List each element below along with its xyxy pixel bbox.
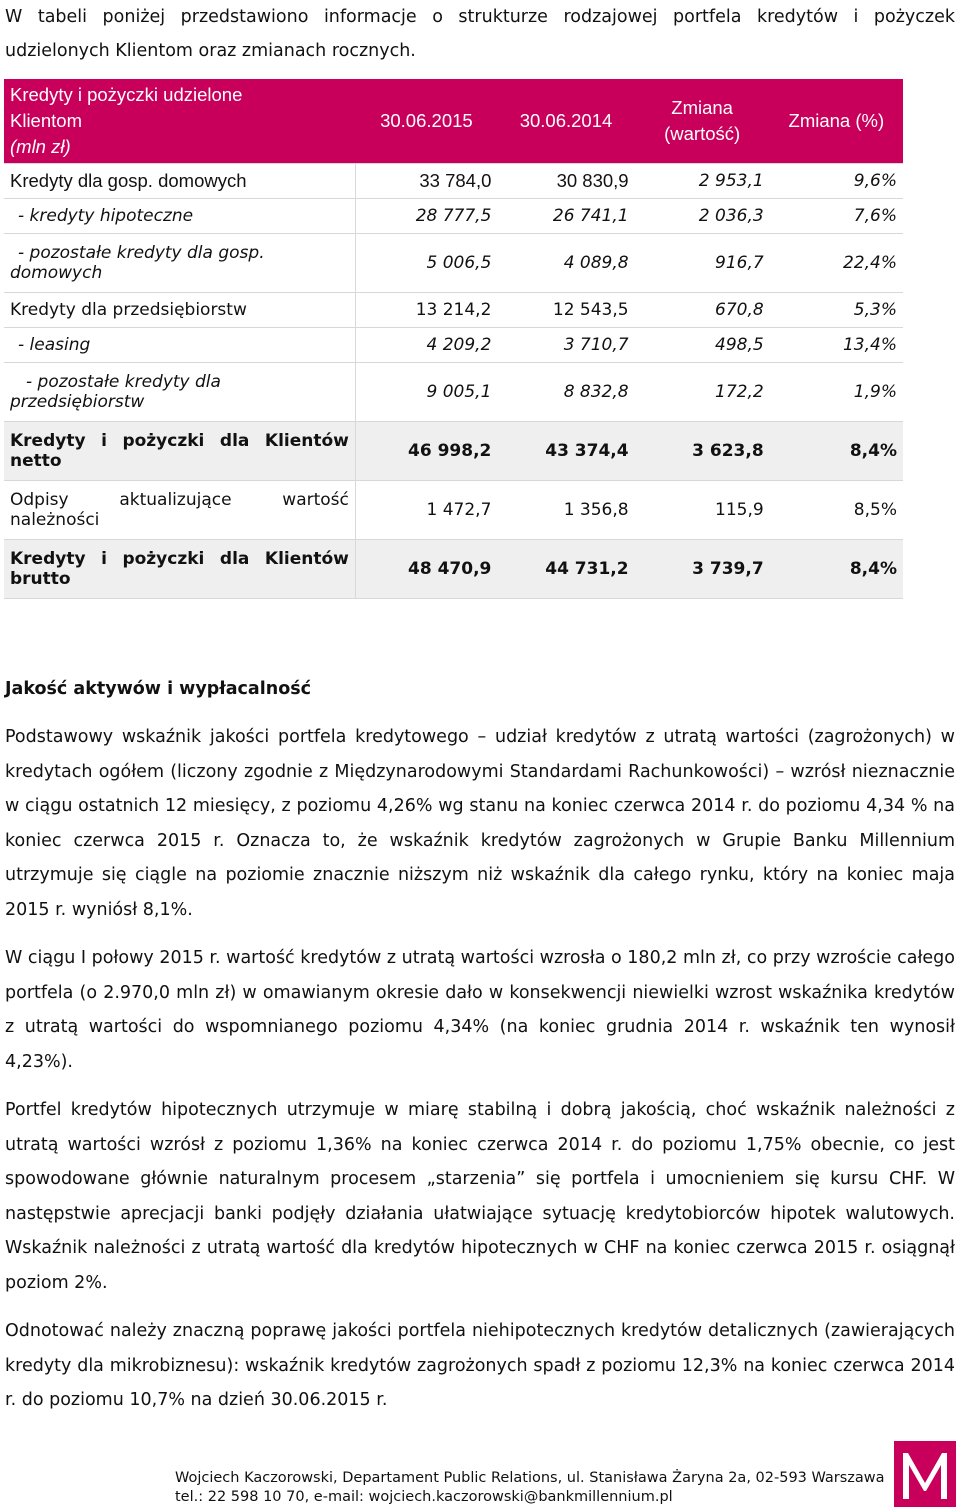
table-row: - pozostałe kredyty dla gosp. domowych 5 006,5 4 089,8 916,7 22,4%: [4, 234, 903, 293]
paragraph: Odnotować należy znaczną poprawę jakości portfela niehipotecznych kredytów detalicznych (zawierających kredyty dla mikrobiznesu): wskaźnik kredytów zagrożonych spadł z poziomu 12,3% na koniec czerwca 2014 r. do poziomu 10,7% na dzień 30.06.2015 r.: [5, 1321, 955, 1410]
table-row: - pozostałe kredyty dla przedsiębiorstw 9 005,1 8 832,8 172,2 1,9%: [4, 363, 903, 422]
table-row: - kredyty hipoteczne 28 777,5 26 741,1 2 036,3 7,6%: [4, 199, 903, 234]
section-heading: Jakość aktywów i wypłacalność: [5, 679, 312, 699]
footer-contact: tel.: 22 598 10 70, e-mail: wojciech.kaczorowski@bankmillennium.pl: [175, 1489, 673, 1505]
header-col-change-value: Zmiana (wartość): [635, 79, 770, 164]
table-row: Kredyty dla gosp. domowych 33 784,0 30 830,9 2 953,1 9,6%: [4, 164, 903, 199]
contact-footer: [175, 1469, 895, 1507]
paragraph: Portfel kredytów hipotecznych utrzymuje w miarę stabilną i dobrą jakością, choć wskaźnik należności z utratą wartości wzrósł z poziomu 1,36% na koniec czerwca 2014 r. do poziomu 1,75% obecnie, co jest spowodowane głównie naturalnym procesem „starzenia” się portfela i umocnieniem się kursu CHF. W następstwie aprecjacji banki podjęły działania ułatwiające sytuację kredytobiorców hipotek walutowych. Wskaźnik należności z utratą wartość dla kredytów hipotecznych w CHF na koniec czerwca 2015 r. osiągnął poziom 2%.: [5, 1100, 955, 1293]
footer-address: Wojciech Kaczorowski, Departament Public Relations, ul. Stanisława Żaryna 2a, 02-593 Warszawa: [175, 1470, 885, 1486]
loans-structure-table: [4, 79, 903, 599]
table-row: Kredyty dla przedsiębiorstw 13 214,2 12 543,5 670,8 5,3%: [4, 293, 903, 328]
header-label: Kredyty i pożyczki udzielone Klientom (mln zł): [4, 79, 355, 164]
intro-text: [5, 0, 955, 68]
table-row-total: Kredyty i pożyczki dla Klientów netto 46 998,2 43 374,4 3 623,8 8,4%: [4, 422, 903, 481]
intro-paragraph: W tabeli poniżej przedstawiono informacje o strukturze rodzajowej portfela kredytów i pożyczek udzielonych Klientom oraz zmianach rocznych.: [5, 7, 955, 61]
table-row: Odpisy aktualizujące wartość należności 1 472,7 1 356,8 115,9 8,5%: [4, 481, 903, 540]
table-row-total: Kredyty i pożyczki dla Klientów brutto 48 470,9 44 731,2 3 739,7 8,4%: [4, 540, 903, 599]
table-row: - leasing 4 209,2 3 710,7 498,5 13,4%: [4, 328, 903, 363]
paragraph: W ciągu I połowy 2015 r. wartość kredytów z utratą wartości wzrosła o 180,2 mln zł, co przy wzroście całego portfela (o 2.970,0 mln zł) w omawianym okresie dało w konsekwencji niewielki wzrost wskaźnika kredytów z utratą wartości do wspomnianego poziomu 4,34% (na koniec grudnia 2014 r. wskaźnik ten wynosił 4,23%).: [5, 948, 955, 1072]
paragraph: Podstawowy wskaźnik jakości portfela kredytowego – udział kredytów z utratą wartości (zagrożonych) w kredytach ogółem (liczony zgodnie z Międzynarodowymi Standardami Rachunkowości) – wzrósł nieznacznie w ciągu ostatnich 12 miesięcy, z poziomu 4,26% wg stanu na koniec czerwca 2014 r. do poziomu 4,34 % na koniec czerwca 2015 r. Oznacza to, że wskaźnik kredytów zagrożonych w Grupie Banku Millennium utrzymuje się ciągle na poziomie znacznie niższym niż wskaźnik dla całego rynku, który na koniec maja 2015 r. wyniósł 8,1%.: [5, 727, 955, 920]
header-col-2014: 30.06.2014: [497, 79, 634, 164]
table-header-row: [4, 79, 903, 164]
header-col-2015: 30.06.2015: [355, 79, 497, 164]
asset-quality-section: [5, 672, 955, 1432]
millennium-m-logo-icon: [894, 1441, 956, 1507]
header-col-change-pct: Zmiana (%): [770, 79, 903, 164]
